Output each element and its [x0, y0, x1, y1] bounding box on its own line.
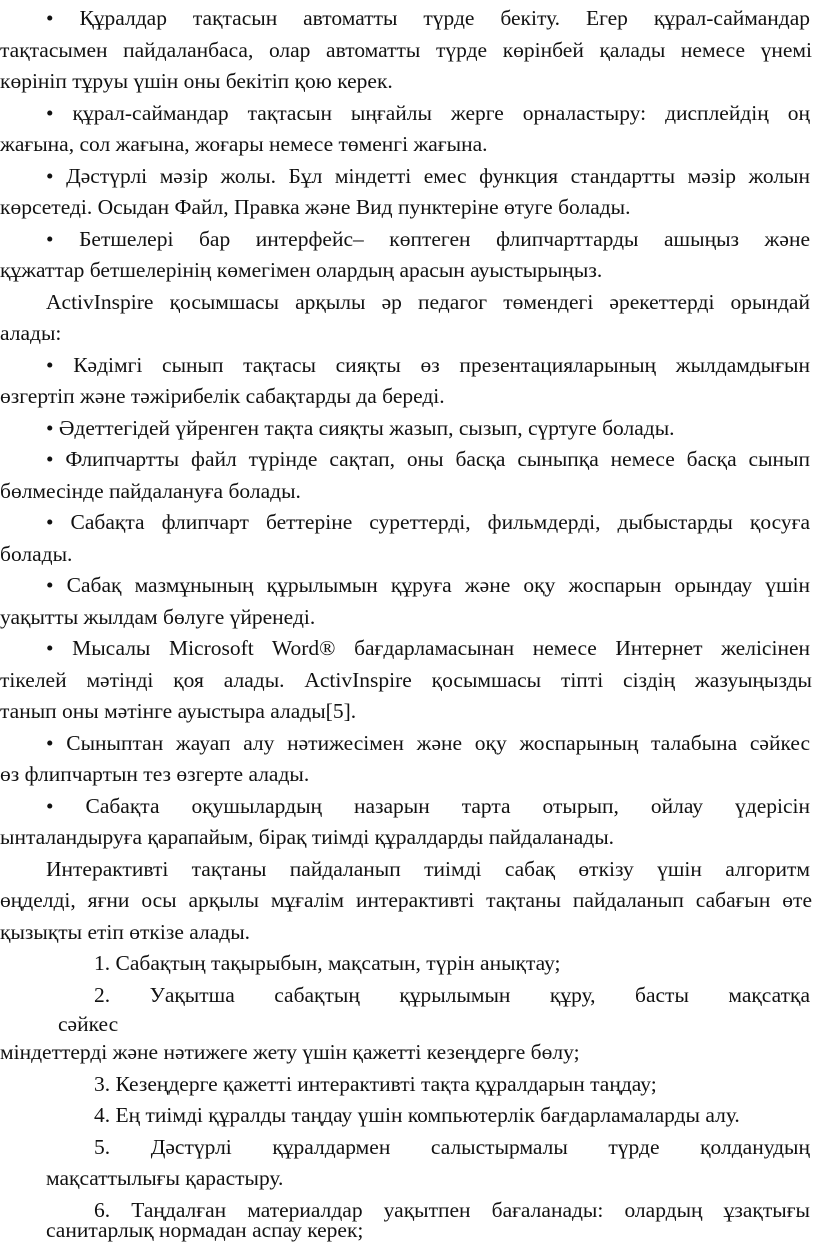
text-line: • Флипчартты файл түрінде сақтап, оны басқа сыныпқа немесе басқа сынып	[46, 447, 810, 471]
numbered-item: 4. Ең тиімді құралды таңдау үшін компьютерлік бағдарламаларды алу.	[94, 1103, 740, 1127]
text-line: мақсаттылығы қарастыру.	[46, 1166, 284, 1190]
text-line: тікелей мәтінді қоя алады. ActivInspire қосымшасы тіпті сіздің жазуыңызды	[0, 668, 812, 692]
numbered-item: 1. Сабақтың тақырыбын, мақсатын, түрін анықтау;	[94, 951, 561, 975]
text-line: • құрал-саймандар тақтасын ыңғайлы жерге орналастыру: дисплейдің оң	[46, 101, 810, 125]
text-line: • Бетшелері бар интерфейс– көптеген флипчарттарды ашыңыз және	[46, 227, 810, 251]
text-line: өз флипчартын тез өзгерте алады.	[0, 762, 310, 786]
text-line: сәйкес	[58, 1012, 119, 1036]
numbered-item: 2. Уақытша сабақтың құрылымын құру, басты мақсатқа	[94, 983, 810, 1007]
text-line: танып оны мәтінге ауыстыра алады[5].	[0, 699, 357, 723]
text-line: • Әдеттегідей үйренген тақта сияқты жазып, сызып, сүртуге болады.	[46, 416, 675, 440]
text-line: • Сабақта оқушылардың назарын тарта отырып, ойлау үдерісін	[46, 794, 810, 818]
text-line: • Сыныптан жауап алу нәтижесімен және оқу жоспарының талабына сәйкес	[46, 731, 810, 755]
text-line: алады:	[0, 321, 62, 345]
text-line: көрініп тұруы үшін оны бекітіп қою керек.	[0, 69, 393, 93]
text-line: өзгертіп және тәжірибелік сабақтарды да береді.	[0, 384, 445, 408]
text-line: жағына, сол жағына, жоғары немесе төменгі жағына.	[0, 132, 488, 156]
numbered-item: 3. Кезеңдерге қажетті интерактивті тақта құралдарын таңдау;	[94, 1072, 657, 1096]
text-line: • Кәдімгі сынып тақтасы сияқты өз презентацияларының жылдамдығын	[46, 353, 810, 377]
text-line: • Сабақ мазмұнының құрылымын құруға және оқу жоспарын орындау үшін	[46, 573, 810, 597]
numbered-item: 5. Дәстүрлі құралдармен салыстырмалы түрде қолданудың	[94, 1135, 810, 1159]
text-line: құжаттар бетшелерінің көмегімен олардың арасын ауыстырыңыз.	[0, 258, 603, 282]
text-line: Интерактивті тақтаны пайдаланып тиімді сабақ өткізу үшін алгоритм	[46, 857, 810, 881]
text-line: бөлмесінде пайдалануға болады.	[0, 479, 301, 503]
text-line: • Сабақта флипчарт беттеріне суреттерді, фильмдерді, дыбыстарды қосуға	[46, 510, 810, 534]
text-line: тақтасымен пайдаланбаса, олар автоматты түрде көрінбей қалады немесе үнемі	[0, 38, 812, 62]
text-line: болады.	[0, 542, 73, 566]
text-line: уақытты жылдам бөлуге үйренеді.	[0, 605, 316, 629]
text-line: көрсетеді. Осыдан Файл, Правка және Вид пунктеріне өтуге болады.	[0, 195, 631, 219]
text-line: • Мысалы Microsoft Word® бағдарламасынан немесе Интернет желісінен	[46, 636, 810, 660]
text-line: өңделді, яғни осы арқылы мұғалім интерактивті тақтаны пайдаланып сабағын өте	[0, 888, 812, 912]
text-line: міндеттерді және нәтижеге жету үшін қажетті кезеңдерге бөлу;	[0, 1040, 580, 1064]
text-line: санитарлық нормадан аспау керек;	[46, 1218, 364, 1242]
text-line: • Құралдар тақтасын автоматты түрде бекіту. Егер құрал-саймандар	[46, 6, 810, 30]
text-line: қызықты етіп өткізе алады.	[0, 920, 251, 944]
numbered-item: 6. Таңдалған материалдар уақытпен бағаланады: олардың ұзақтығы	[94, 1198, 810, 1222]
text-line: ActivInspire қосымшасы арқылы әр педагог төмендегі әрекеттерді орындай	[46, 290, 810, 314]
text-line: • Дәстүрлі мәзір жолы. Бұл міндетті емес функция стандартты мәзір жолын	[46, 164, 810, 188]
text-line: ынталандыруға қарапайым, бірақ тиімді құралдарды пайдаланады.	[0, 825, 615, 849]
